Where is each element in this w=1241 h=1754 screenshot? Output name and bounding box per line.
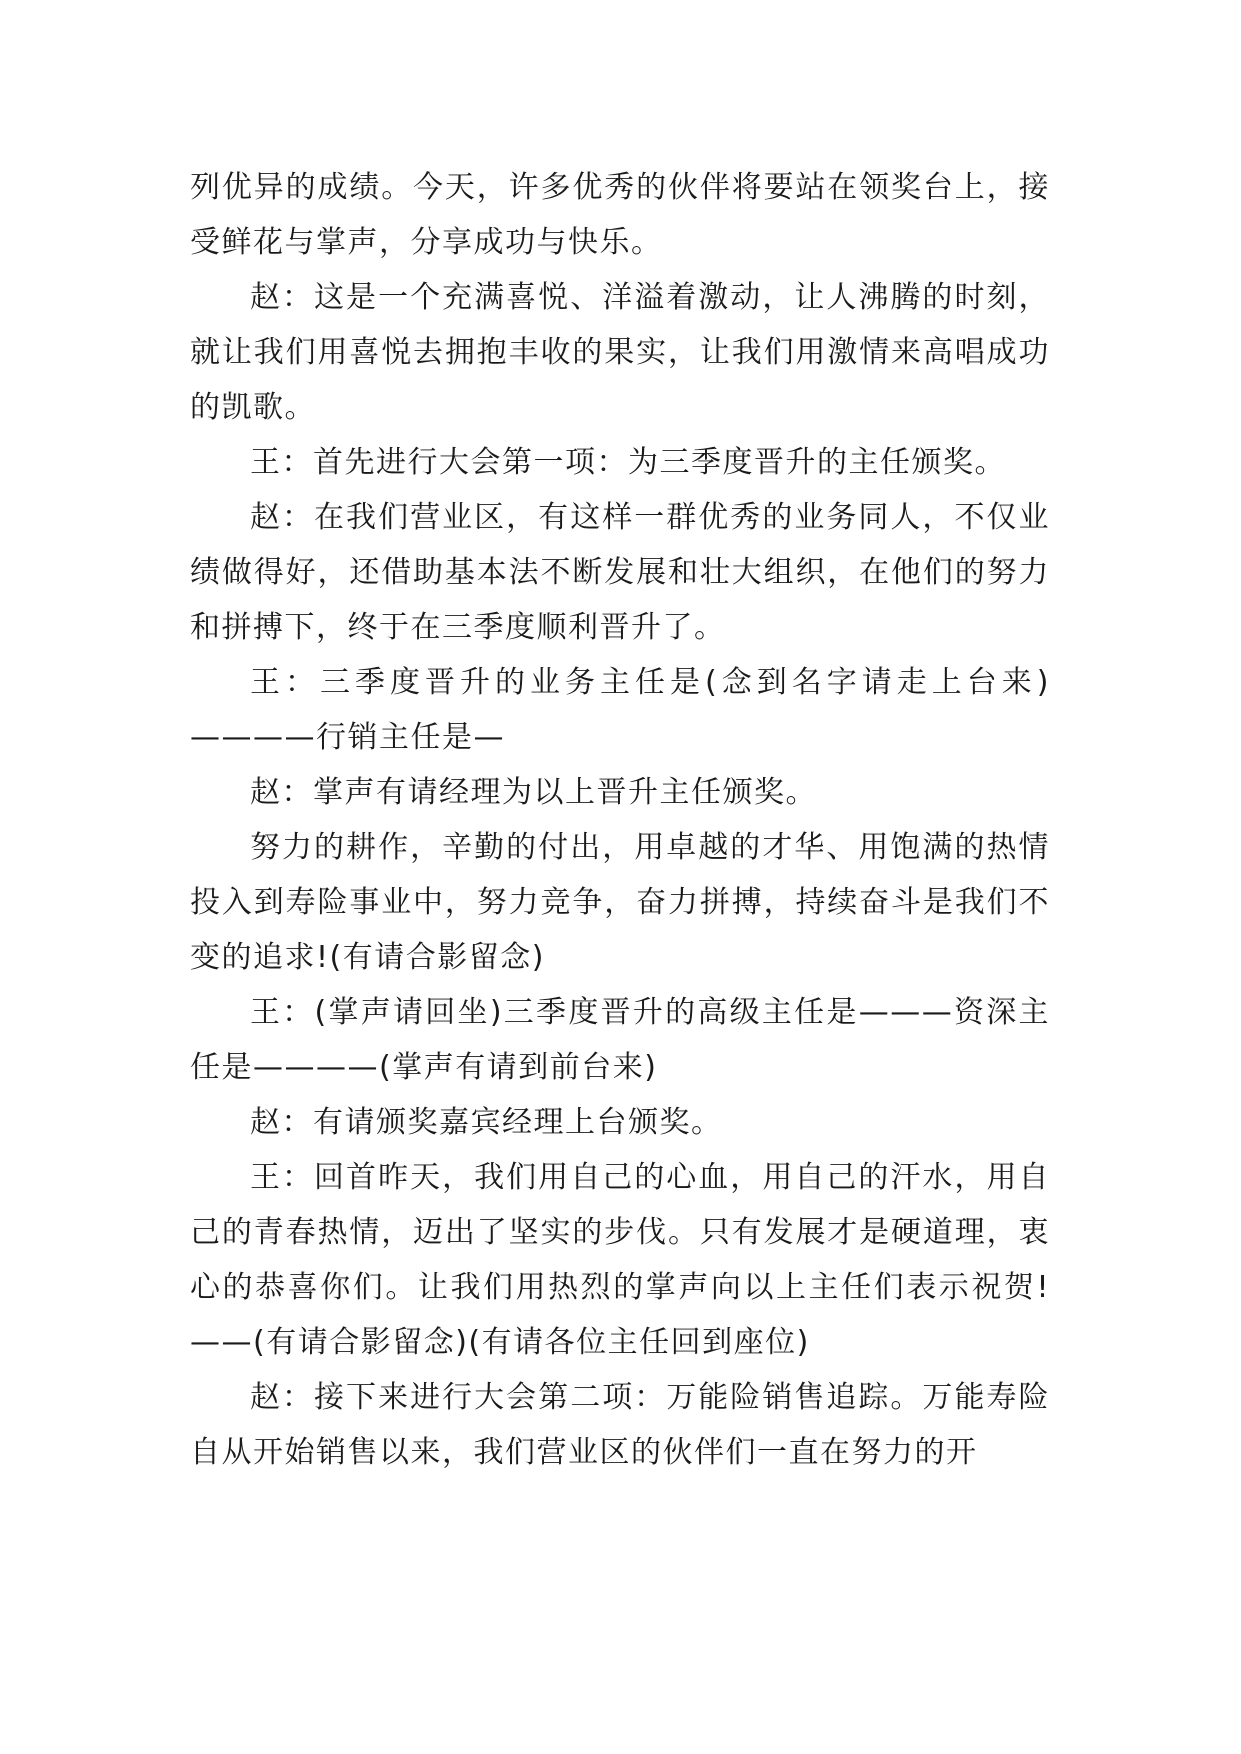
- paragraph-continued: 列优异的成绩。今天，许多优秀的伙伴将要站在领奖台上，接受鲜花与掌声，分享成功与快乐。: [190, 170, 1050, 260]
- paragraph: 赵：接下来进行大会第二项：万能险销售追踪。万能寿险自从开始销售以来，我们营业区的伙伴们一直在努力的开: [190, 1380, 1050, 1470]
- paragraph: 王：(掌声请回坐)三季度晋升的高级主任是———资深主任是————(掌声有请到前台来): [190, 995, 1050, 1085]
- paragraph: 赵：在我们营业区，有这样一群优秀的业务同人，不仅业绩做得好，还借助基本法不断发展和壮大组织，在他们的努力和拼搏下，终于在三季度顺利晋升了。: [190, 500, 1050, 645]
- paragraph: 王：首先进行大会第一项：为三季度晋升的主任颁奖。: [250, 445, 1006, 480]
- paragraph: 赵：有请颁奖嘉宾经理上台颁奖。: [250, 1105, 723, 1140]
- paragraph: 努力的耕作，辛勤的付出，用卓越的才华、用饱满的热情投入到寿险事业中，努力竞争，奋力拼搏，持续奋斗是我们不变的追求!(有请合影留念): [190, 830, 1050, 975]
- paragraph: 王：三季度晋升的业务主任是(念到名字请走上台来)————行销主任是—: [190, 665, 1050, 755]
- paragraph: 赵：掌声有请经理为以上晋升主任颁奖。: [250, 775, 817, 810]
- paragraph: 王：回首昨天，我们用自己的心血，用自己的汗水，用自己的青春热情，迈出了坚实的步伐。只有发展才是硬道理，衷心的恭喜你们。让我们用热烈的掌声向以上主任们表示祝贺!——(有请合影留念)(有请各位主任回到座位): [190, 1160, 1050, 1360]
- paragraph: 赵：这是一个充满喜悦、洋溢着激动，让人沸腾的时刻，就让我们用喜悦去拥抱丰收的果实，让我们用激情来高唱成功的凯歌。: [190, 280, 1050, 425]
- document-body: [190, 160, 1050, 1480]
